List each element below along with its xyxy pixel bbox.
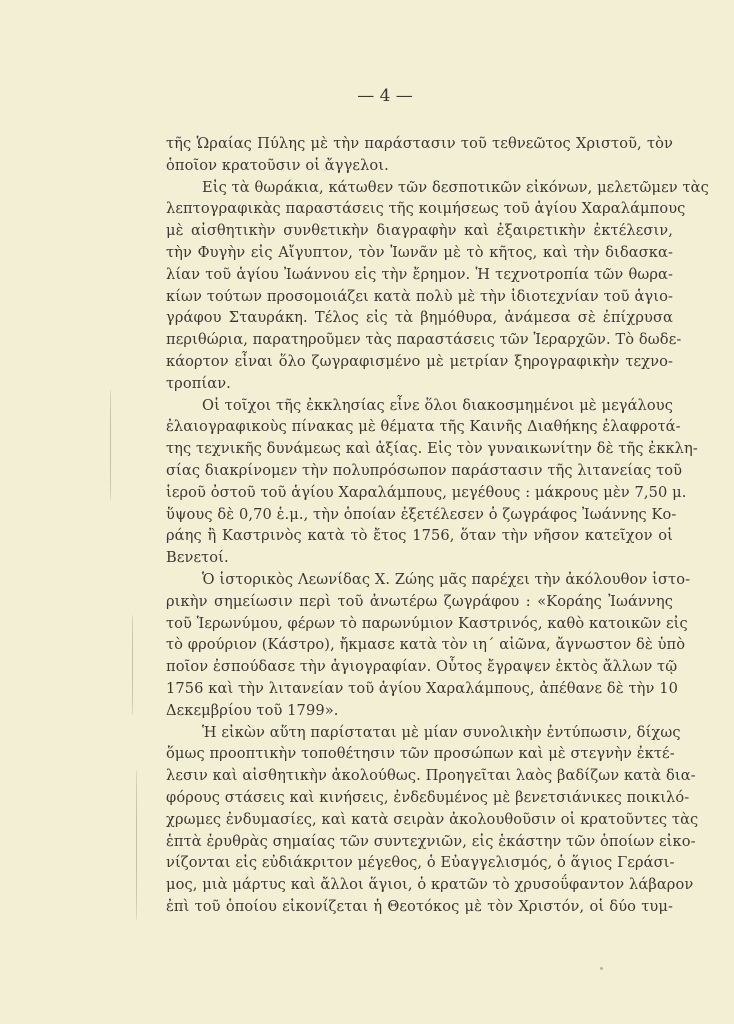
text-line: ὁποῖον κρατοῦσιν οἱ ἄγγελοι. (166, 156, 389, 174)
text-line: Οἱ τοῖχοι τῆς ἐκκλησίας εἶνε ὅλοι διακοσμημένοι μὲ μεγάλους (202, 396, 673, 414)
text-line: Εἰς τὰ θωράκια, κάτωθεν τῶν δεσποτικῶν εἰκόνων, μελετῶμεν τὰς (202, 178, 709, 196)
text-line: ὅμως προοπτικὴν τοποθέτησιν τῶν προσώπων καὶ μὲ στεγνὴν ἐκτέ- (166, 745, 675, 763)
pencil-margin-mark (110, 390, 111, 500)
text-line: ὕψους δὲ 0,70 ἑ.μ., τὴν ὁποίαν ἐξετέλεσεν ὁ ζωγράφος Ἰωάννης Κο- (166, 505, 677, 523)
text-line: τῆς Ὡραίας Πύλης μὲ τὴν παράστασιν τοῦ τεθνεῶτος Χριστοῦ, τὸν (166, 135, 673, 152)
text-line: Δεκεμβρίου τοῦ 1799». (166, 701, 339, 719)
text-line: χρωμες ἐνδυμασίες, καὶ κατὰ σειρὰν ἀκολουθοῦσιν οἱ κρατοῦντες τὰς (166, 810, 699, 828)
text-line: ράης ἢ Καστρινὸς κατὰ τὸ ἔτος 1756, ὅταν τὴν νῆσον κατεῖχον οἱ (166, 527, 673, 545)
text-line: λεσιν καὶ αἰσθητικὴν ἀκολούθως. Προηγεῖται λαὸς βαδίζων κατὰ δια- (166, 767, 696, 785)
text-line: Ὁ ἱστορικὸς Λεωνίδας Χ. Ζώης μᾶς παρέχει τὴν ἀκόλουθον ἱστο- (202, 570, 691, 588)
text-line: ἐλαιογραφικοὺς πίνακας μὲ θέματα τῆς Καινῆς Διαθήκης ἐλαφροτά- (166, 418, 681, 436)
text-line: μὲ αἰσθητικὴν συνθετικὴν διαγραφὴν καὶ ἐξαιρετικὴν ἐκτέλεσιν, (166, 222, 673, 240)
text-line: ποῖον ἐσπούδασε τὴν ἁγιογραφίαν. Οὗτος ἔγραψεν ἐκτὸς ἄλλων τῷ (166, 658, 678, 676)
text-line: ρικὴν σημείωσιν περὶ τοῦ ἀνωτέρω ζωγράφου : «Κοράης Ἰωάννης (166, 592, 673, 610)
text-line: περιθώρια, παρατηροῦμεν τὰς παραστάσεις τῶν Ἱεραρχῶν. Τὸ δωδε- (166, 331, 682, 349)
pencil-margin-mark (132, 615, 133, 715)
text-line: κάορτον εἶναι ὅλο ζωγραφισμένο μὲ μετρίαν ξηρογραφικὴν τεχνο- (166, 352, 673, 370)
text-line: της τεχνικῆς δυνάμεως καὶ ἀξίας. Εἰς τὸν γυναικωνίτην δὲ τῆς ἐκκλη- (166, 440, 698, 458)
text-line: μος, μιὰ μάρτυς καὶ ἄλλοι ἅγιοι, ὁ κρατῶν τὸ χρυσοΰφαντον λάβαρον (166, 876, 694, 894)
text-line: σίας διακρίνομεν τὴν πολυπρόσωπον παράστασιν τῆς λιτανείας τοῦ (166, 461, 683, 479)
pencil-margin-mark (136, 770, 137, 920)
text-line: λεπτογραφικὰς παραστάσεις τῆς κοιμήσεως τοῦ ἁγίου Χαραλάμπους (166, 200, 686, 218)
text-line: νίζονται εἰς εὐδιάκριτον μέγεθος, ὁ Εὐαγγελισμός, ὁ ἅγιος Γεράσι- (166, 854, 675, 872)
text-line: Ἡ εἰκὼν αὕτη παρίσταται μὲ μίαν συνολικὴν ἐντύπωσιν, δίχως (202, 723, 681, 741)
page-number: — 4 — (357, 86, 413, 106)
text-line: 1756 καὶ τὴν λιτανείαν τοῦ ἁγίου Χαραλάμπους, ἀπέθανε δὲ τὴν 10 (166, 679, 678, 697)
body-text (166, 133, 709, 918)
text-line: ἐπὶ τοῦ ὁποίου εἰκονίζεται ἡ Θεοτόκος μὲ τὸν Χριστόν, οἱ δύο τυμ- (166, 897, 673, 915)
text-line: λίαν τοῦ ἁγίου Ἰωάννου εἰς τὴν ἔρημον. Ἡ τεχνοτροπία τῶν θωρα- (166, 265, 673, 283)
text-line: τοῦ Ἱερωνύμου, φέρων τὸ παρωνύμιον Καστρινός, καθὸ κατοικῶν εἰς (166, 614, 688, 632)
text-line: φόρους στάσεις καὶ κινήσεις, ἐνδεδυμένος μὲ βενετσιάνικες ποικιλό- (166, 788, 690, 806)
text-line: τροπίαν. (166, 374, 231, 392)
text-line: ἑπτὰ ἐρυθρὰς σημαίας τῶν συντεχνιῶν, εἰς ἑκάστην τῶν ὁποίων εἰκο- (166, 832, 696, 850)
paper-speck (600, 967, 603, 970)
text-line: Βενετοί. (166, 549, 229, 567)
text-line: ἱεροῦ ὀστοῦ τοῦ ἁγίου Χαραλάμπους, μεγέθους : μάκρους μὲν 7,50 μ. (166, 483, 687, 501)
text-line: τὴν Φυγὴν εἰς Αἴγυπτον, τὸν Ἰωνᾶν μὲ τὸ κῆτος, καὶ τὴν διδασκα- (166, 243, 673, 261)
text-line: κίων τούτων προσομοιάζει κατὰ πολὺ μὲ τὴν ἰδιοτεχνίαν τοῦ ἁγιο- (166, 287, 673, 305)
text-line: γράφου Σταυράκη. Τέλος εἰς τὰ βημόθυρα, ἀνάμεσα σὲ ἐπίχρυσα (166, 309, 673, 327)
text-line: τὸ φρούριον (Κάστρο), ἤκμασε κατὰ τὸν ιη΄ αἰῶνα, ἄγνωστον δὲ ὑπὸ (166, 636, 686, 654)
